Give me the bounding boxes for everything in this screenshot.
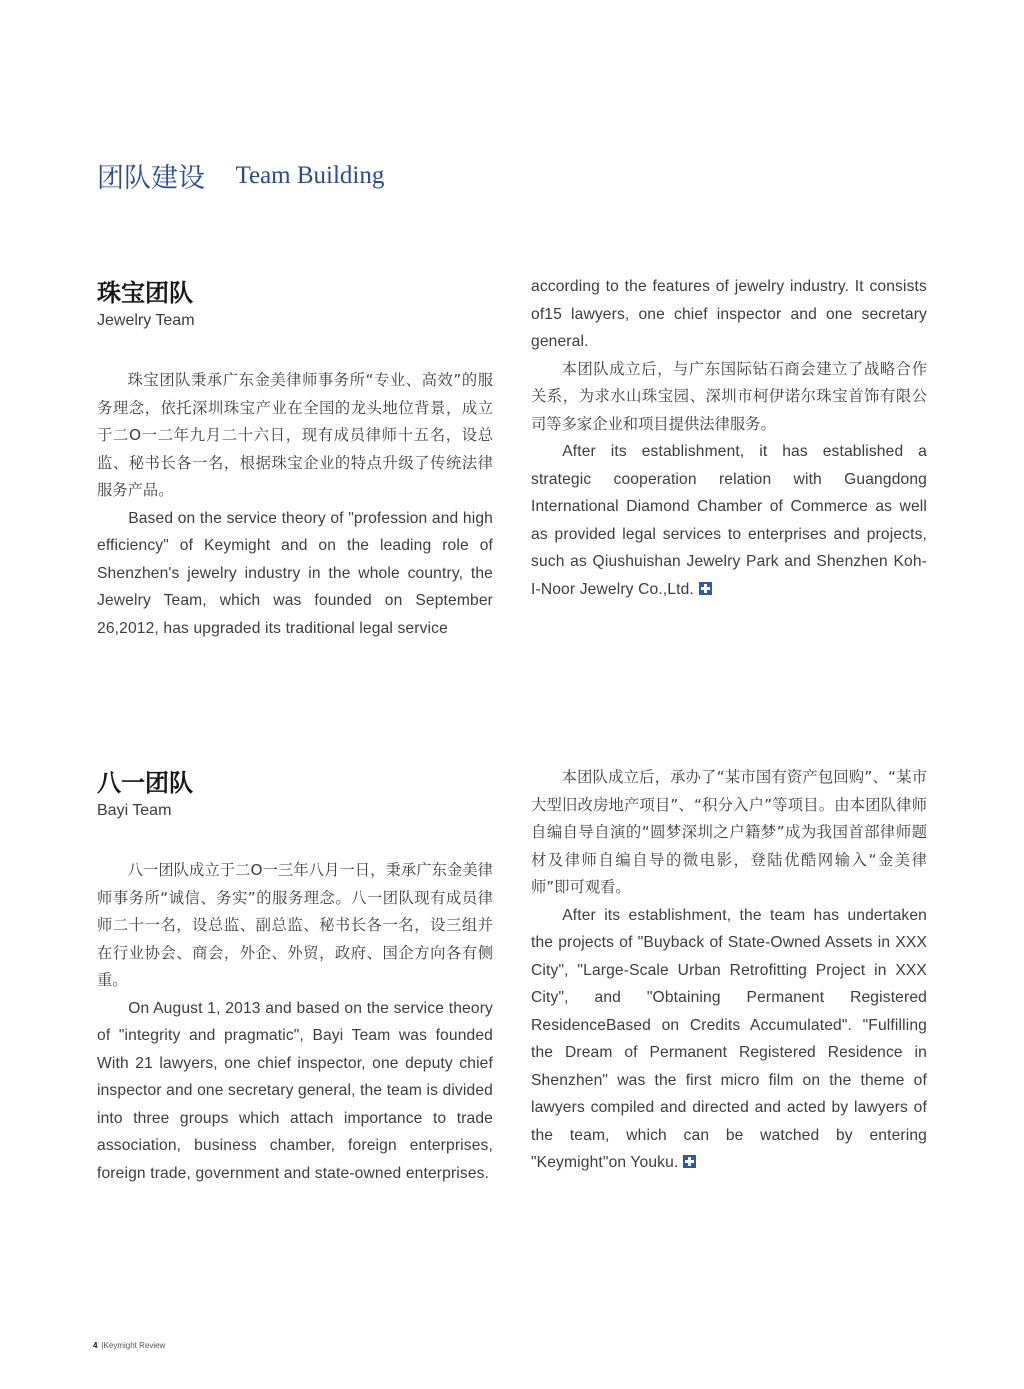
page-title [97, 156, 384, 196]
page-title-chinese: 团队建设 [97, 163, 205, 194]
paragraph-chinese: 本团队成立后，与广东国际钻石商会建立了战略合作关系，为求水山珠宝园、深圳市柯伊诺尔珠宝首饰有限公司等多家企业和项目提供法律服务。 [531, 359, 927, 433]
paragraph-english [531, 438, 927, 603]
bayi-team-right-column [531, 764, 927, 1177]
section-heading-jewelry-team [97, 278, 492, 333]
paragraph-english: Based on the service theory of "profession and high efficiency" of Keymight and on the leading role of Shenzhen's jewelry industry in the whole country, the Jewelry Team, which was founded on September 26,2012, has upgraded its traditional legal service [97, 509, 493, 637]
section-title-english: Bayi Team [97, 802, 172, 819]
paragraph-english [531, 902, 927, 1177]
running-title: |Keymight Review [101, 1341, 166, 1350]
paragraph-chinese: 珠宝团队秉承广东金美律师事务所“专业、高效”的服务理念，依托深圳珠宝产业在全国的龙头地位背景，成立于二O一二年九月二十六日，现有成员律师十五名，设总监、秘书长各一名，根据珠宝企业的特点升级了传统法律服务产品。 [97, 371, 493, 499]
bayi-team-left-column [97, 857, 493, 1187]
page-footer [93, 1340, 165, 1352]
section-title-english: Jewelry Team [97, 312, 195, 329]
end-mark-icon [699, 582, 712, 595]
section-title-chinese: 珠宝团队 [97, 279, 193, 307]
jewelry-team-right-column [531, 273, 927, 603]
end-mark-icon [683, 1155, 696, 1168]
paragraph-chinese: 八一团队成立于二O一三年八月一日，秉承广东金美律师事务所“诚信、务实”的服务理念。八一团队现有成员律师二十一名，设总监、副总监、秘书长各一名，设三组并在行业协会、商会，外企、外贸，政府、国企方向各有侧重。 [97, 861, 493, 989]
page-number: 4 [93, 1341, 98, 1350]
paragraph-text: After its establishment, it has established a strategic cooperation relation with Guangdong International Diamond Chamber of Commerce as well as provided legal services to enterprises and projects, such as Qiushuishan Jewelry Park and Shenzhen Koh-I-Noor Jewelry Co.,Ltd. [531, 443, 927, 598]
paragraph-chinese: 本团队成立后，承办了“某市国有资产包回购”、“某市大型旧改房地产项目”、“积分入户”等项目。由本团队律师自编自导自演的“圆梦深圳之户籍梦”成为我国首部律师题材及律师自编自导的微电影，登陆优酷网输入“金美律师”即可观看。 [531, 768, 927, 896]
section-title-chinese: 八一团队 [97, 769, 193, 797]
paragraph-english-continued: according to the features of jewelry industry. It consists of15 lawyers, one chief inspector and one secretary general. [531, 278, 927, 350]
jewelry-team-left-column [97, 367, 493, 642]
paragraph-text: After its establishment, the team has undertaken the projects of "Buyback of State-Owned Assets in XXX City", "Large-Scale Urban Retrofitting Project in XXX City", and "Obtaining Permanent Registered ResidenceBased on Credits Accumulated". "Fulfilling the Dream of Permanent Registered Residence in Shenzhen" was the first micro film on the theme of lawyers compiled and directed and acted by lawyers of the team, which can be watched by entering "Keymight"on Youku. [531, 906, 927, 1171]
paragraph-english: On August 1, 2013 and based on the service theory of "integrity and pragmatic", Bayi Team was founded With 21 lawyers, one chief inspector, one deputy chief inspector and one secretary general, the team is divided into three groups which attach importance to trade association, business chamber, foreign enterprises, foreign trade, government and state-owned enterprises. [97, 999, 493, 1182]
section-heading-bayi-team [97, 768, 492, 823]
page-title-english: Team Building [235, 161, 385, 189]
